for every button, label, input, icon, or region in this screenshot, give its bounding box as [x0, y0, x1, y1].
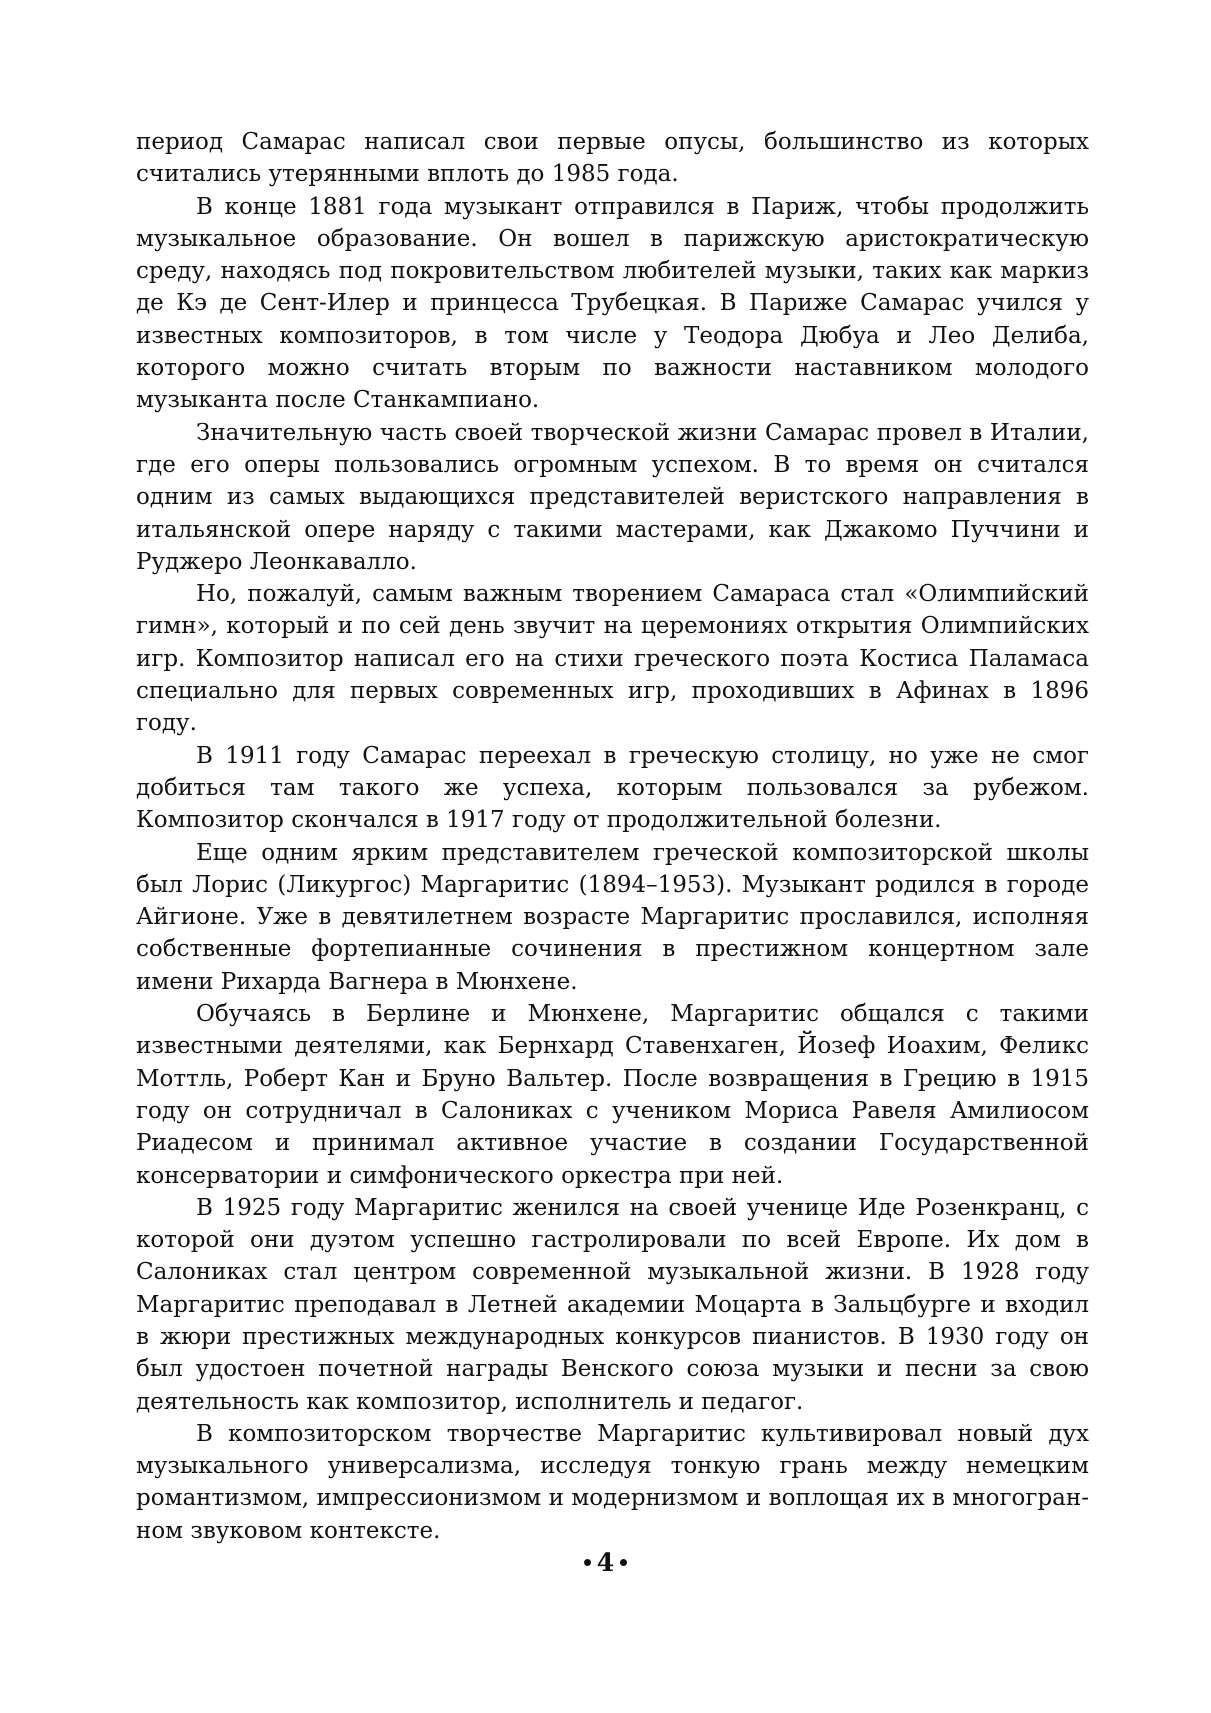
- paragraph-3: Значительную часть своей творческой жизни Самарас провел в Италии, где его оперы пользовались огромным успехом. В то время он считался одним из самых выдающихся представителей веристского направления в итальянской опере наряду с такими мастерами, как Джакомо Пуччини и Руджеро Леонкавалло.: [136, 419, 1089, 575]
- paragraph-9: В композиторском творчестве Маргаритис культивировал новый дух музыкального универсализма, исследуя тонкую грань между немецким романтизмом, импрессионизмом и модернизмом и воплощая их в многогранном звуковом контексте.: [136, 1420, 1089, 1544]
- right-dot-ornament: [620, 1559, 627, 1566]
- paragraph-4: Но, пожалуй, самым важным творением Самараса стал «Олимпийский гимн», который и по сей день звучит на церемониях открытия Олимпийских игр. Композитор написал его на стихи греческого поэта Костиса Паламаса специально для первых современных игр, проходивших в Афинах в 1896 году.: [136, 581, 1089, 737]
- body-text: [136, 126, 1089, 1547]
- page-number: [0, 1548, 1211, 1577]
- paragraph-1: период Самарас написал свои первые опусы, большинство из которых считались утерянными вплоть до 1985 года.: [136, 129, 1089, 188]
- paragraph-8: В 1925 году Маргаритис женился на своей ученице Иде Розенкранц, с которой они дуэтом успешно гастролировали по всей Европе. Их дом в Салониках стал центром современной музыкальной жизни. В 1928 году Маргаритис преподавал в Летней академии Моцарта в Зальцбурге и входил в жюри престижных международных конкурсов пианистов. В 1930 году он был удостоен почетной награды Венского союза музыки и песни за свою деятельность как композитор, исполнитель и педагог.: [136, 1194, 1089, 1415]
- paragraph-2: В конце 1881 года музыкант отправился в Париж, чтобы продолжить музыкальное образование. Он вошел в парижскую аристократическую среду, находясь под покровительством любителей музыки, таких как маркиз де Кэ де Сент-Илер и принцесса Трубецкая. В Париже Самарас учился у известных композиторов, в том числе у Теодора Дюбуа и Лео Делиба, которого можно считать вторым по важности наставником молодого музыканта после Станкампиано.: [136, 193, 1089, 414]
- paragraph-7: Обучаясь в Берлине и Мюнхене, Маргаритис общался с такими известными деятелями, как Бернхард Ставенхаген, Йозеф Иоахим, Феликс Моттль, Роберт Кан и Бруно Вальтер. После возвращения в Грецию в 1915 году он сотрудничал в Салониках с учеником Мориса Равеля Амилиосом Риадесом и принимал активное участие в создании Государственной консерватории и симфонического оркестра при ней.: [136, 1001, 1089, 1189]
- paragraph-6: Еще одним ярким представителем греческой композиторской школы был Лорис (Ликургос) Маргаритис (1894–1953). Музыкант родился в городе Айгионе. Уже в девятилетнем возрасте Маргаритис прославился, исполняя собственные фортепианные сочинения в престижном концертном зале имени Рихарда Вагнера в Мюнхене.: [136, 839, 1089, 995]
- page-number-value: 4: [596, 1548, 615, 1577]
- paragraph-5: В 1911 году Самарас переехал в греческую столицу, но уже не смог добиться там такого же успеха, которым пользовался за рубежом. Композитор скончался в 1917 году от продолжительной болезни.: [136, 742, 1089, 834]
- left-dot-ornament: [584, 1559, 591, 1566]
